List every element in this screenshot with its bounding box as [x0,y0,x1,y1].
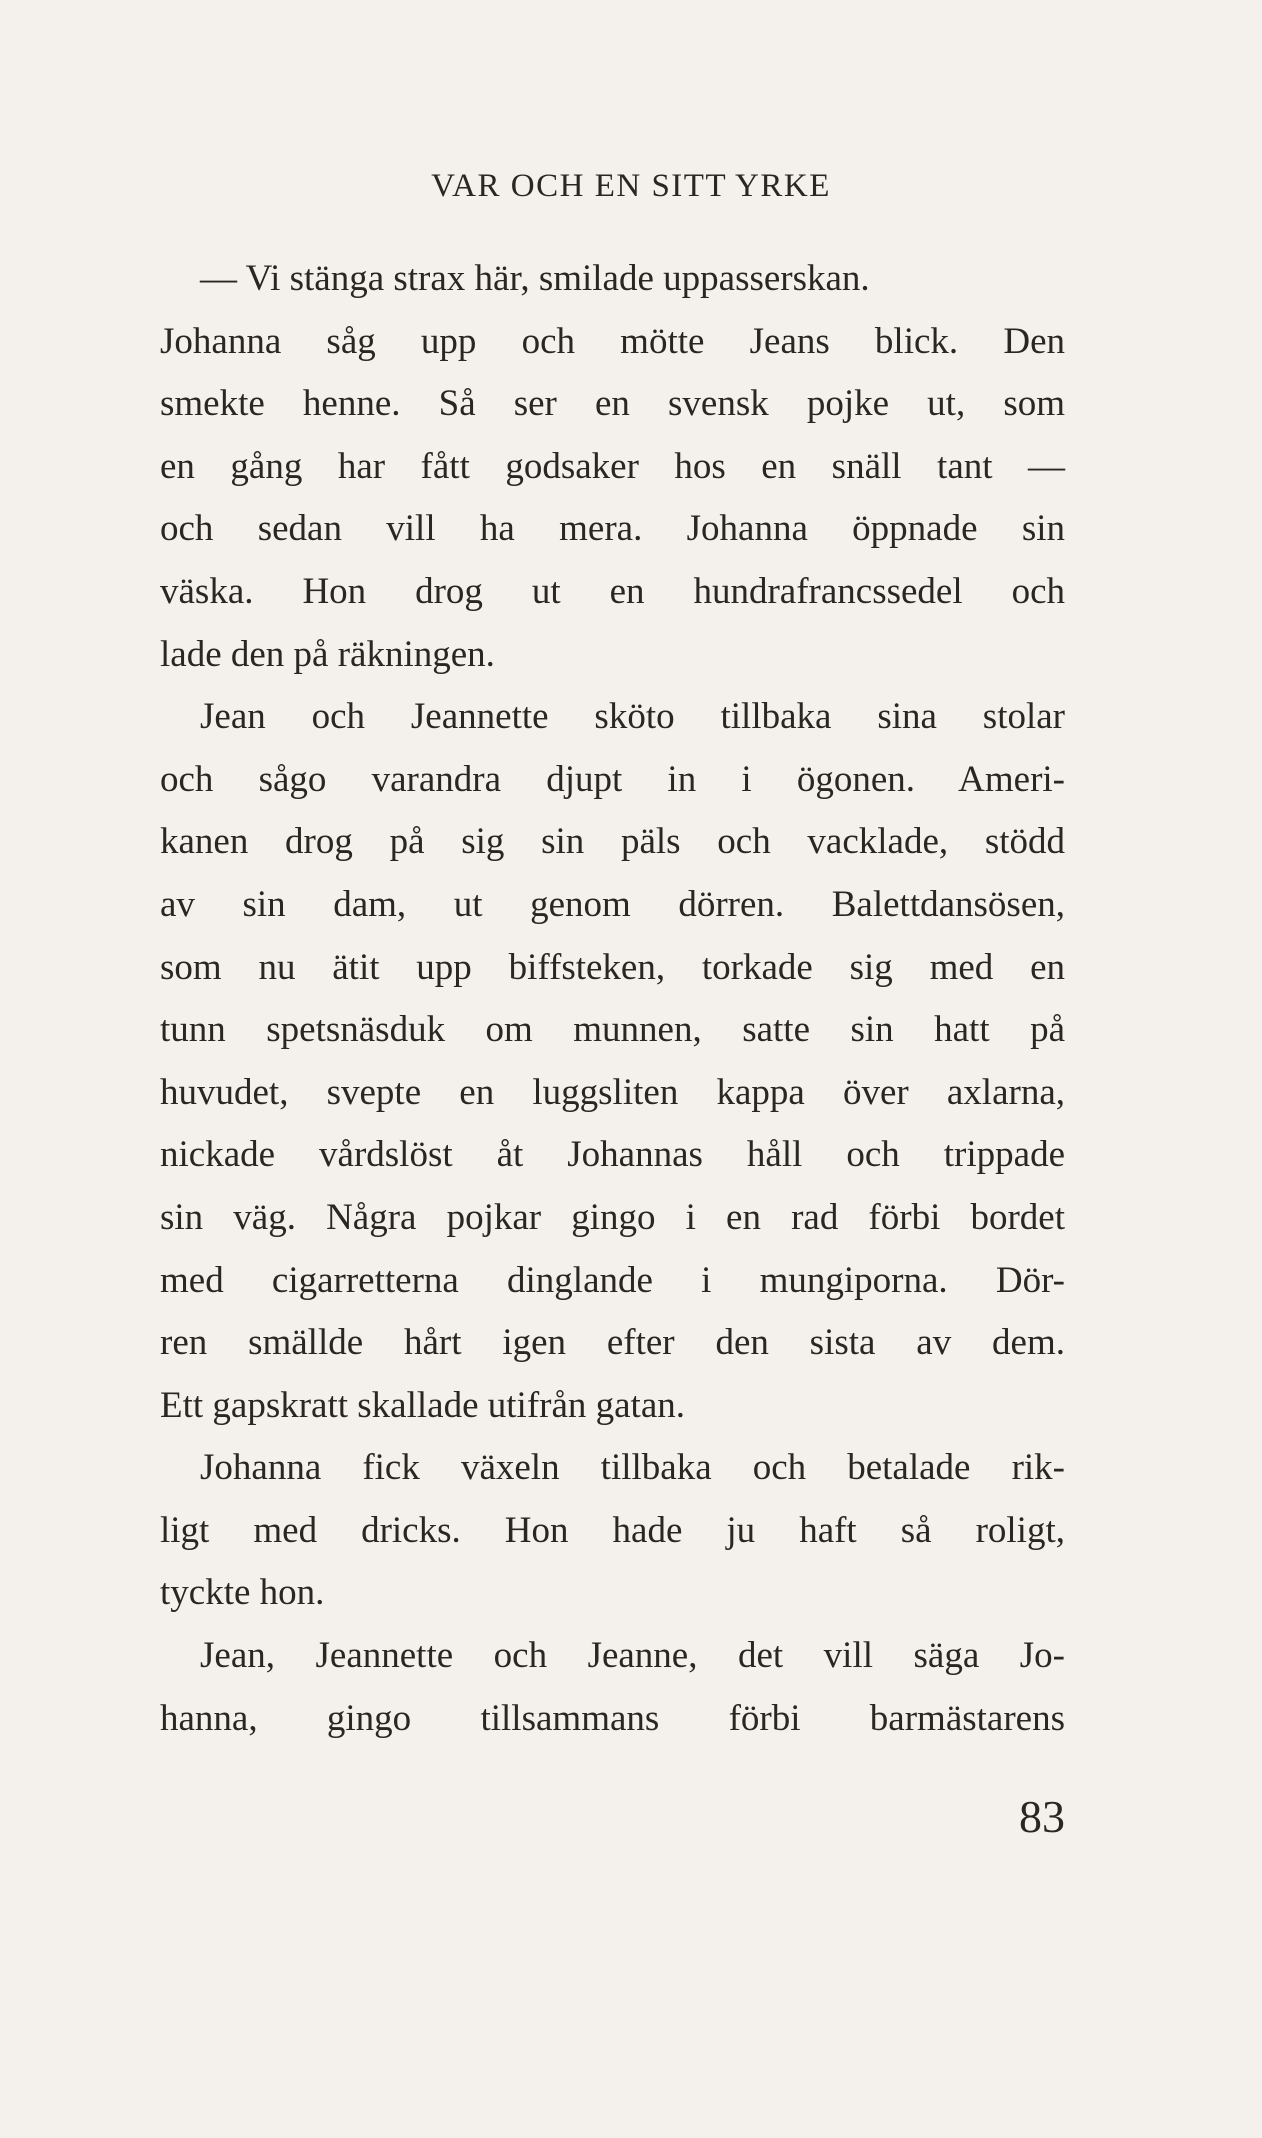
text-line: och sedan vill ha mera. Johanna öppnade sin [160,508,1065,550]
text-line: Johanna fick växeln tillbaka och betalade rik- [200,1447,1065,1489]
text-line: — Vi stänga strax här, smilade uppasserskan. [200,258,870,299]
text-line: huvudet, svepte en luggsliten kappa över axlarna, [160,1071,1065,1113]
text-line: tunn spetsnäsduk om munnen, satte sin hatt på [160,1009,1065,1051]
text-line: nickade vårdslöst åt Johannas håll och trippade [160,1134,1065,1176]
text-line: tyckte hon. [160,1572,325,1614]
text-line: ren smällde hårt igen efter den sista av dem. [160,1322,1065,1364]
running-head: VAR OCH EN SITT YRKE [431,168,831,204]
text-line: ligt med dricks. Hon hade ju haft så roligt, [160,1509,1065,1551]
text-line: med cigarretterna dinglande i mungiporna. Dör- [160,1259,1065,1301]
text-line: Jean, Jeannette och Jeanne, det vill säga Jo- [200,1635,1065,1677]
text-line: kanen drog på sig sin päls och vacklade, stödd [160,821,1065,863]
text-line: en gång har fått godsaker hos en snäll tant — [160,445,1065,487]
text-line: sin väg. Några pojkar gingo i en rad förbi bordet [160,1196,1065,1238]
text-line: hanna, gingo tillsammans förbi barmästarens [160,1697,1065,1739]
text-line: av sin dam, ut genom dörren. Balettdansösen, [160,883,1065,925]
text-line: som nu ätit upp biffsteken, torkade sig med en [160,946,1065,988]
text-line: Ett gapskratt skallade utifrån gatan. [160,1384,686,1426]
text-line: och sågo varandra djupt in i ögonen. Ameri- [160,758,1065,800]
text-line: smekte henne. Så ser en svensk pojke ut, som [160,383,1065,425]
text-line: väska. Hon drog ut en hundrafrancssedel och [160,570,1065,612]
text-line: Jean och Jeannette sköto tillbaka sina stolar [200,696,1065,738]
page-number: 83 [1019,1791,1065,1842]
body-text [160,248,1065,1750]
text-line: Johanna såg upp och mötte Jeans blick. Den [160,320,1065,362]
text-line: lade den på räkningen. [160,633,495,675]
